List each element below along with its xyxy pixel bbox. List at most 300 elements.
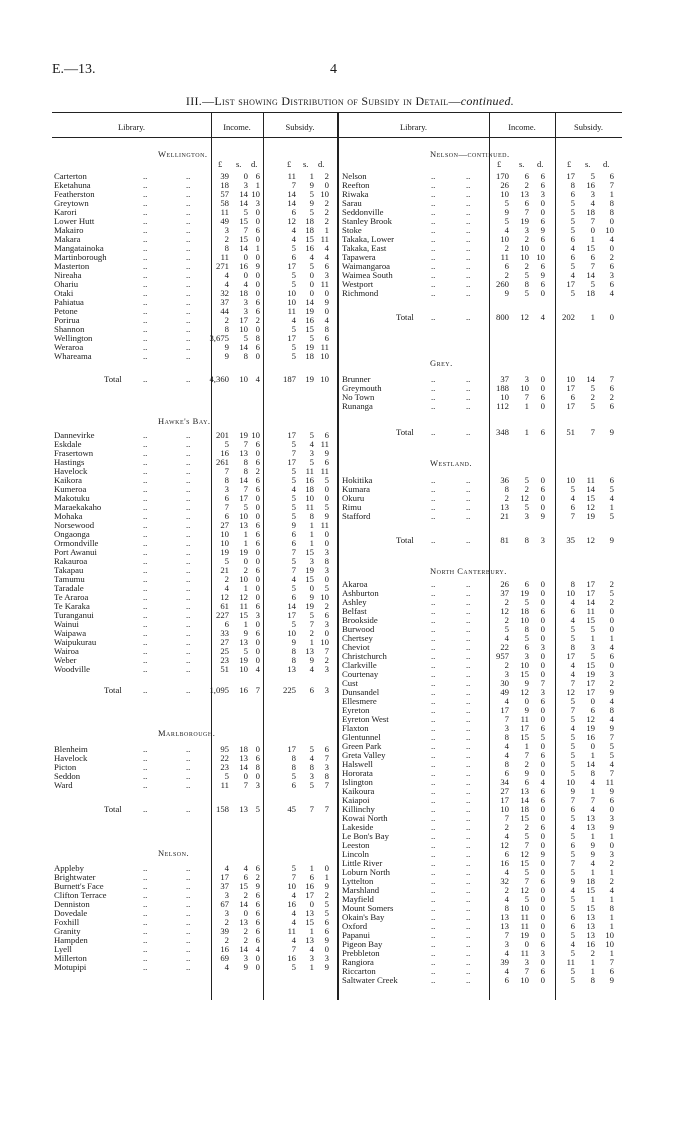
leader-dots: .. bbox=[466, 741, 471, 751]
sub-pence: 2 bbox=[324, 601, 329, 611]
sub-pounds: 6 bbox=[570, 912, 575, 922]
leader-dots: .. bbox=[143, 270, 148, 280]
sub-pounds: 6 bbox=[570, 189, 575, 199]
leader-dots: .. bbox=[186, 917, 191, 927]
sub-shillings: 0 bbox=[309, 583, 314, 593]
sub-shillings: 14 bbox=[586, 484, 595, 494]
leader-dots: .. bbox=[431, 651, 436, 661]
leader-dots: .. bbox=[186, 180, 191, 190]
inc-shillings: 14 bbox=[520, 795, 529, 805]
sub-shillings: 5 bbox=[590, 651, 595, 661]
leader-dots: .. bbox=[466, 939, 471, 949]
sub-pence: 4 bbox=[609, 714, 614, 724]
inc-pounds: 4 bbox=[504, 966, 509, 976]
inc-pounds: 7 bbox=[224, 466, 229, 476]
title-continued: continued. bbox=[460, 94, 515, 108]
inc-shillings: 12 bbox=[520, 312, 529, 322]
sub-pounds: 10 bbox=[287, 297, 296, 307]
leader-dots: .. bbox=[431, 741, 436, 751]
library-name: Takaka, Lower bbox=[342, 234, 394, 244]
leader-dots: .. bbox=[186, 664, 191, 674]
library-name: Picton bbox=[54, 762, 77, 772]
inc-pounds: 4,360 bbox=[209, 374, 229, 384]
leader-dots: .. bbox=[431, 975, 436, 985]
inc-pence: 2 bbox=[255, 872, 260, 882]
inc-pounds: 8 bbox=[224, 324, 229, 334]
section-heading: Wellington. bbox=[158, 149, 208, 159]
leader-dots: .. bbox=[466, 714, 471, 724]
inc-pence: 0 bbox=[540, 894, 545, 904]
sub-pounds: 45 bbox=[287, 804, 296, 814]
library-name: Appleby bbox=[54, 863, 84, 873]
sub-pounds: 5 bbox=[570, 831, 575, 841]
sub-shillings: 1 bbox=[590, 894, 595, 904]
sub-pounds: 6 bbox=[291, 538, 296, 548]
sub-shillings: 5 bbox=[309, 610, 314, 620]
sub-pence: 5 bbox=[324, 475, 329, 485]
leader-dots: .. bbox=[466, 669, 471, 679]
sub-pounds: 7 bbox=[570, 858, 575, 868]
leader-dots: .. bbox=[143, 502, 148, 512]
sub-pence: 0 bbox=[324, 628, 329, 638]
sub-pence: 0 bbox=[324, 863, 329, 873]
sub-pence: 3 bbox=[609, 813, 614, 823]
leader-dots: .. bbox=[466, 813, 471, 823]
leader-dots: .. bbox=[186, 234, 191, 244]
inc-pounds: 4 bbox=[504, 696, 509, 706]
library-name: Prebbleton bbox=[342, 948, 380, 958]
sub-pounds: 6 bbox=[570, 606, 575, 616]
leader-dots: .. bbox=[186, 270, 191, 280]
inc-pounds: 2 bbox=[504, 597, 509, 607]
leader-dots: .. bbox=[466, 171, 471, 181]
inc-shillings: 10 bbox=[520, 903, 529, 913]
sub-pounds: 9 bbox=[291, 637, 296, 647]
leader-dots: .. bbox=[431, 660, 436, 670]
inc-pounds: 12 bbox=[220, 592, 229, 602]
leader-dots: .. bbox=[466, 198, 471, 208]
sub-pounds: 7 bbox=[570, 705, 575, 715]
inc-shillings: 19 bbox=[520, 216, 529, 226]
inc-pounds: 3 bbox=[504, 723, 509, 733]
sub-pounds: 4 bbox=[570, 660, 575, 670]
inc-pence: 6 bbox=[540, 696, 545, 706]
inc-pounds: 9 bbox=[504, 288, 509, 298]
sub-pence: 0 bbox=[609, 216, 614, 226]
inc-shillings: 9 bbox=[524, 768, 529, 778]
inc-shillings: 7 bbox=[243, 484, 248, 494]
library-name: Clarkville bbox=[342, 660, 377, 670]
sub-pounds: 6 bbox=[291, 252, 296, 262]
leader-dots: .. bbox=[186, 493, 191, 503]
sub-pounds: 5 bbox=[291, 324, 296, 334]
leader-dots: .. bbox=[466, 696, 471, 706]
leader-dots: .. bbox=[186, 565, 191, 575]
inc-shillings: 8 bbox=[243, 466, 248, 476]
sub-pounds: 5 bbox=[570, 696, 575, 706]
inc-pence: 0 bbox=[255, 592, 260, 602]
inc-pounds: 4 bbox=[504, 867, 509, 877]
leader-dots: .. bbox=[143, 189, 148, 199]
leader-dots: .. bbox=[186, 198, 191, 208]
leader-dots: .. bbox=[431, 171, 436, 181]
library-name: Rangiora bbox=[342, 957, 374, 967]
inc-pence: 0 bbox=[540, 579, 545, 589]
inc-pence: 6 bbox=[255, 935, 260, 945]
sub-pence: 7 bbox=[609, 732, 614, 742]
library-name: Makara bbox=[54, 234, 81, 244]
sub-pence: 9 bbox=[324, 511, 329, 521]
inc-shillings: 3 bbox=[243, 953, 248, 963]
leader-dots: .. bbox=[431, 270, 436, 280]
inc-pounds: 12 bbox=[500, 606, 509, 616]
sub-shillings: 13 bbox=[305, 646, 314, 656]
inc-pounds: 8 bbox=[224, 475, 229, 485]
library-name: Whareama bbox=[54, 351, 92, 361]
table-title bbox=[0, 94, 700, 109]
inc-pounds: 49 bbox=[500, 687, 509, 697]
leader-dots: .. bbox=[466, 216, 471, 226]
leader-dots: .. bbox=[186, 685, 191, 695]
inc-pounds: 2 bbox=[504, 660, 509, 670]
sub-shillings: 18 bbox=[586, 207, 595, 217]
leader-dots: .. bbox=[143, 279, 148, 289]
inc-pence: 6 bbox=[540, 180, 545, 190]
leader-dots: .. bbox=[186, 744, 191, 754]
sub-pence: 11 bbox=[320, 342, 329, 352]
sub-shillings: 19 bbox=[305, 306, 314, 316]
leader-dots: .. bbox=[466, 225, 471, 235]
sub-shillings: 14 bbox=[586, 597, 595, 607]
inc-shillings: 9 bbox=[243, 628, 248, 638]
inc-pence: 6 bbox=[255, 475, 260, 485]
inc-shillings: 2 bbox=[524, 484, 529, 494]
inc-shillings: 7 bbox=[524, 840, 529, 850]
leader-dots: .. bbox=[466, 606, 471, 616]
leader-dots: .. bbox=[186, 225, 191, 235]
inc-pence: 0 bbox=[255, 502, 260, 512]
inc-pounds: 4 bbox=[224, 583, 229, 593]
inc-pence: 2 bbox=[255, 466, 260, 476]
sub-pence: 2 bbox=[609, 579, 614, 589]
inc-pounds: 201 bbox=[215, 430, 229, 440]
sub-pence: 10 bbox=[320, 374, 329, 384]
leader-dots: .. bbox=[143, 306, 148, 316]
leader-dots: .. bbox=[143, 771, 148, 781]
inc-pounds: 5 bbox=[224, 556, 229, 566]
leader-dots: .. bbox=[186, 297, 191, 307]
sub-shillings: 9 bbox=[590, 849, 595, 859]
inc-shillings: 6 bbox=[524, 579, 529, 589]
inc-shillings: 17 bbox=[239, 493, 248, 503]
leader-dots: .. bbox=[143, 565, 148, 575]
sub-pounds: 5 bbox=[570, 903, 575, 913]
section-heading: Grey. bbox=[430, 358, 453, 368]
inc-shillings: 2 bbox=[524, 759, 529, 769]
sub-shillings: 7 bbox=[590, 216, 595, 226]
inc-pence: 6 bbox=[540, 966, 545, 976]
library-name: Otaki bbox=[54, 288, 74, 298]
leader-dots: .. bbox=[431, 957, 436, 967]
leader-dots: .. bbox=[143, 171, 148, 181]
leader-dots: .. bbox=[143, 484, 148, 494]
sub-pence: 4 bbox=[324, 243, 329, 253]
inc-pence: 10 bbox=[536, 252, 545, 262]
sub-shillings: 16 bbox=[586, 180, 595, 190]
sub-pounds: 10 bbox=[287, 628, 296, 638]
inc-shillings: 16 bbox=[239, 261, 248, 271]
sub-shillings: 8 bbox=[590, 975, 595, 985]
inc-shillings: 5 bbox=[524, 288, 529, 298]
leader-dots: .. bbox=[466, 849, 471, 859]
sub-pence: 0 bbox=[609, 312, 614, 322]
title-main: III.—List showing Distribution of Subsidy in Detail— bbox=[185, 94, 461, 108]
inc-shillings: 7 bbox=[243, 439, 248, 449]
inc-pence: 0 bbox=[540, 867, 545, 877]
sub-shillings: 1 bbox=[309, 962, 314, 972]
leader-dots: .. bbox=[143, 216, 148, 226]
library-name: Maraekakaho bbox=[54, 502, 102, 512]
inc-pence: 0 bbox=[540, 804, 545, 814]
inc-pence: 0 bbox=[540, 705, 545, 715]
leader-dots: .. bbox=[186, 872, 191, 882]
sub-pence: 11 bbox=[320, 520, 329, 530]
sub-pence: 1 bbox=[609, 189, 614, 199]
unit-d-right-subsidy: d. bbox=[603, 159, 610, 169]
inc-pounds: 51 bbox=[220, 664, 229, 674]
leader-dots: .. bbox=[186, 324, 191, 334]
inc-pounds: 37 bbox=[500, 374, 509, 384]
inc-pence: 0 bbox=[540, 615, 545, 625]
sub-pence: 9 bbox=[609, 687, 614, 697]
leader-dots: .. bbox=[466, 822, 471, 832]
sub-pounds: 4 bbox=[570, 822, 575, 832]
library-name: Riwaka bbox=[342, 189, 369, 199]
leader-dots: .. bbox=[186, 628, 191, 638]
leader-dots: .. bbox=[143, 863, 148, 873]
total-label: Total bbox=[396, 535, 414, 545]
inc-pence: 6 bbox=[255, 899, 260, 909]
sub-pounds: 4 bbox=[291, 315, 296, 325]
library-name: Foxhill bbox=[54, 917, 80, 927]
inc-pounds: 227 bbox=[215, 610, 229, 620]
sub-shillings: 15 bbox=[305, 324, 314, 334]
inc-pence: 0 bbox=[255, 493, 260, 503]
inc-shillings: 3 bbox=[243, 180, 248, 190]
inc-shillings: 2 bbox=[524, 180, 529, 190]
leader-dots: .. bbox=[143, 297, 148, 307]
inc-shillings: 1 bbox=[243, 619, 248, 629]
sub-shillings: 18 bbox=[305, 351, 314, 361]
leader-dots: .. bbox=[186, 583, 191, 593]
leader-dots: .. bbox=[466, 493, 471, 503]
leader-dots: .. bbox=[186, 189, 191, 199]
inc-pence: 0 bbox=[540, 493, 545, 503]
inc-shillings: 0 bbox=[524, 696, 529, 706]
library-name: Runanga bbox=[342, 401, 373, 411]
inc-shillings: 10 bbox=[239, 664, 248, 674]
inc-shillings: 8 bbox=[524, 624, 529, 634]
inc-pounds: 10 bbox=[500, 234, 509, 244]
sub-pounds: 7 bbox=[570, 511, 575, 521]
leader-dots: .. bbox=[466, 261, 471, 271]
inc-pounds: 4 bbox=[504, 948, 509, 958]
sub-pounds: 17 bbox=[566, 279, 575, 289]
inc-pounds: 8 bbox=[504, 484, 509, 494]
inc-pounds: 10 bbox=[500, 804, 509, 814]
inc-pounds: 4 bbox=[224, 270, 229, 280]
inc-pence: 6 bbox=[255, 890, 260, 900]
inc-pounds: 2 bbox=[504, 822, 509, 832]
library-name: Carterton bbox=[54, 171, 87, 181]
column-header-library: Library. bbox=[399, 122, 428, 132]
leader-dots: .. bbox=[431, 493, 436, 503]
library-name: Granity bbox=[54, 926, 81, 936]
sub-shillings: 1 bbox=[309, 529, 314, 539]
sub-shillings: 1 bbox=[590, 633, 595, 643]
leader-dots: .. bbox=[186, 252, 191, 262]
library-name: Porirua bbox=[54, 315, 80, 325]
sub-pounds: 6 bbox=[570, 840, 575, 850]
sub-shillings: 17 bbox=[586, 588, 595, 598]
sub-shillings: 13 bbox=[305, 908, 314, 918]
inc-shillings: 7 bbox=[524, 392, 529, 402]
inc-shillings: 19 bbox=[520, 930, 529, 940]
inc-pence: 8 bbox=[255, 762, 260, 772]
inc-shillings: 2 bbox=[524, 261, 529, 271]
sub-pounds: 5 bbox=[291, 270, 296, 280]
inc-shillings: 8 bbox=[524, 279, 529, 289]
sub-shillings: 4 bbox=[309, 944, 314, 954]
sub-shillings: 19 bbox=[305, 601, 314, 611]
library-name: Wainui bbox=[54, 619, 79, 629]
leader-dots: .. bbox=[431, 813, 436, 823]
leader-dots: .. bbox=[431, 502, 436, 512]
sub-shillings: 4 bbox=[309, 252, 314, 262]
inc-shillings: 1 bbox=[524, 401, 529, 411]
inc-shillings: 2 bbox=[243, 935, 248, 945]
sub-shillings: 13 bbox=[586, 813, 595, 823]
library-name: Mount Somers bbox=[342, 903, 394, 913]
sub-shillings: 11 bbox=[586, 606, 595, 616]
library-name: Denniston bbox=[54, 899, 90, 909]
inc-pounds: 1,095 bbox=[209, 685, 229, 695]
leader-dots: .. bbox=[466, 312, 471, 322]
inc-pounds: 33 bbox=[220, 628, 229, 638]
leader-dots: .. bbox=[186, 315, 191, 325]
inc-shillings: 14 bbox=[239, 198, 248, 208]
inc-pence: 6 bbox=[255, 565, 260, 575]
inc-pence: 6 bbox=[255, 520, 260, 530]
sub-pounds: 5 bbox=[291, 279, 296, 289]
inc-pence: 4 bbox=[255, 374, 260, 384]
column-header-subsidy: Subsidy. bbox=[285, 122, 315, 132]
inc-shillings: 15 bbox=[520, 669, 529, 679]
sub-pence: 6 bbox=[609, 475, 614, 485]
library-name: Masterton bbox=[54, 261, 90, 271]
sub-pence: 4 bbox=[609, 642, 614, 652]
sub-pence: 7 bbox=[324, 646, 329, 656]
sub-shillings: 15 bbox=[586, 885, 595, 895]
inc-pence: 3 bbox=[540, 642, 545, 652]
leader-dots: .. bbox=[431, 207, 436, 217]
sub-shillings: 1 bbox=[590, 786, 595, 796]
inc-pence: 9 bbox=[540, 270, 545, 280]
sub-pounds: 10 bbox=[287, 288, 296, 298]
library-name: Eskdale bbox=[54, 439, 82, 449]
inc-pence: 0 bbox=[540, 502, 545, 512]
inc-shillings: 9 bbox=[243, 962, 248, 972]
library-name: Eyreton West bbox=[342, 714, 389, 724]
sub-shillings: 4 bbox=[590, 804, 595, 814]
leader-dots: .. bbox=[186, 520, 191, 530]
inc-shillings: 5 bbox=[524, 894, 529, 904]
sub-shillings: 16 bbox=[586, 732, 595, 742]
inc-shillings: 12 bbox=[520, 687, 529, 697]
library-name: Stafford bbox=[342, 511, 371, 521]
library-name: Christchurch bbox=[342, 651, 387, 661]
inc-shillings: 14 bbox=[239, 762, 248, 772]
sub-pounds: 5 bbox=[291, 342, 296, 352]
leader-dots: .. bbox=[186, 466, 191, 476]
inc-shillings: 5 bbox=[243, 502, 248, 512]
leader-dots: .. bbox=[143, 207, 148, 217]
sub-pence: 9 bbox=[609, 723, 614, 733]
sub-shillings: 5 bbox=[590, 279, 595, 289]
sub-pence: 11 bbox=[320, 279, 329, 289]
unit-pound-right-subsidy: £ bbox=[567, 159, 572, 169]
column-header-income: Income. bbox=[508, 122, 536, 132]
inc-pence: 6 bbox=[255, 863, 260, 873]
inc-shillings: 3 bbox=[524, 957, 529, 967]
leader-dots: .. bbox=[466, 633, 471, 643]
leader-dots: .. bbox=[143, 744, 148, 754]
inc-pence: 6 bbox=[255, 601, 260, 611]
inc-shillings: 0 bbox=[243, 270, 248, 280]
inc-shillings: 2 bbox=[524, 234, 529, 244]
inc-pounds: 81 bbox=[500, 535, 509, 545]
sub-pence: 0 bbox=[324, 529, 329, 539]
leader-dots: .. bbox=[431, 714, 436, 724]
leader-dots: .. bbox=[431, 759, 436, 769]
sub-pence: 7 bbox=[609, 374, 614, 384]
inc-pence: 0 bbox=[540, 831, 545, 841]
inc-pence: 0 bbox=[540, 903, 545, 913]
leader-dots: .. bbox=[466, 948, 471, 958]
sub-shillings: 16 bbox=[586, 939, 595, 949]
library-name: Port Awanui bbox=[54, 547, 97, 557]
sub-shillings: 1 bbox=[590, 312, 595, 322]
sub-pence: 0 bbox=[609, 243, 614, 253]
sub-shillings: 0 bbox=[590, 696, 595, 706]
sub-pence: 7 bbox=[324, 804, 329, 814]
page-number: 4 bbox=[330, 62, 337, 77]
leader-dots: .. bbox=[143, 917, 148, 927]
leader-dots: .. bbox=[466, 894, 471, 904]
sub-pence: 2 bbox=[324, 890, 329, 900]
sub-pence: 7 bbox=[609, 180, 614, 190]
inc-pounds: 3 bbox=[224, 908, 229, 918]
leader-dots: .. bbox=[431, 261, 436, 271]
sub-shillings: 0 bbox=[590, 225, 595, 235]
sub-pence: 10 bbox=[320, 351, 329, 361]
leader-dots: .. bbox=[466, 180, 471, 190]
library-name: Lakeside bbox=[342, 822, 374, 832]
unit-pound-left-income: £ bbox=[218, 159, 223, 169]
leader-dots: .. bbox=[431, 903, 436, 913]
sub-pence: 0 bbox=[609, 624, 614, 634]
sub-pence: 10 bbox=[605, 939, 614, 949]
